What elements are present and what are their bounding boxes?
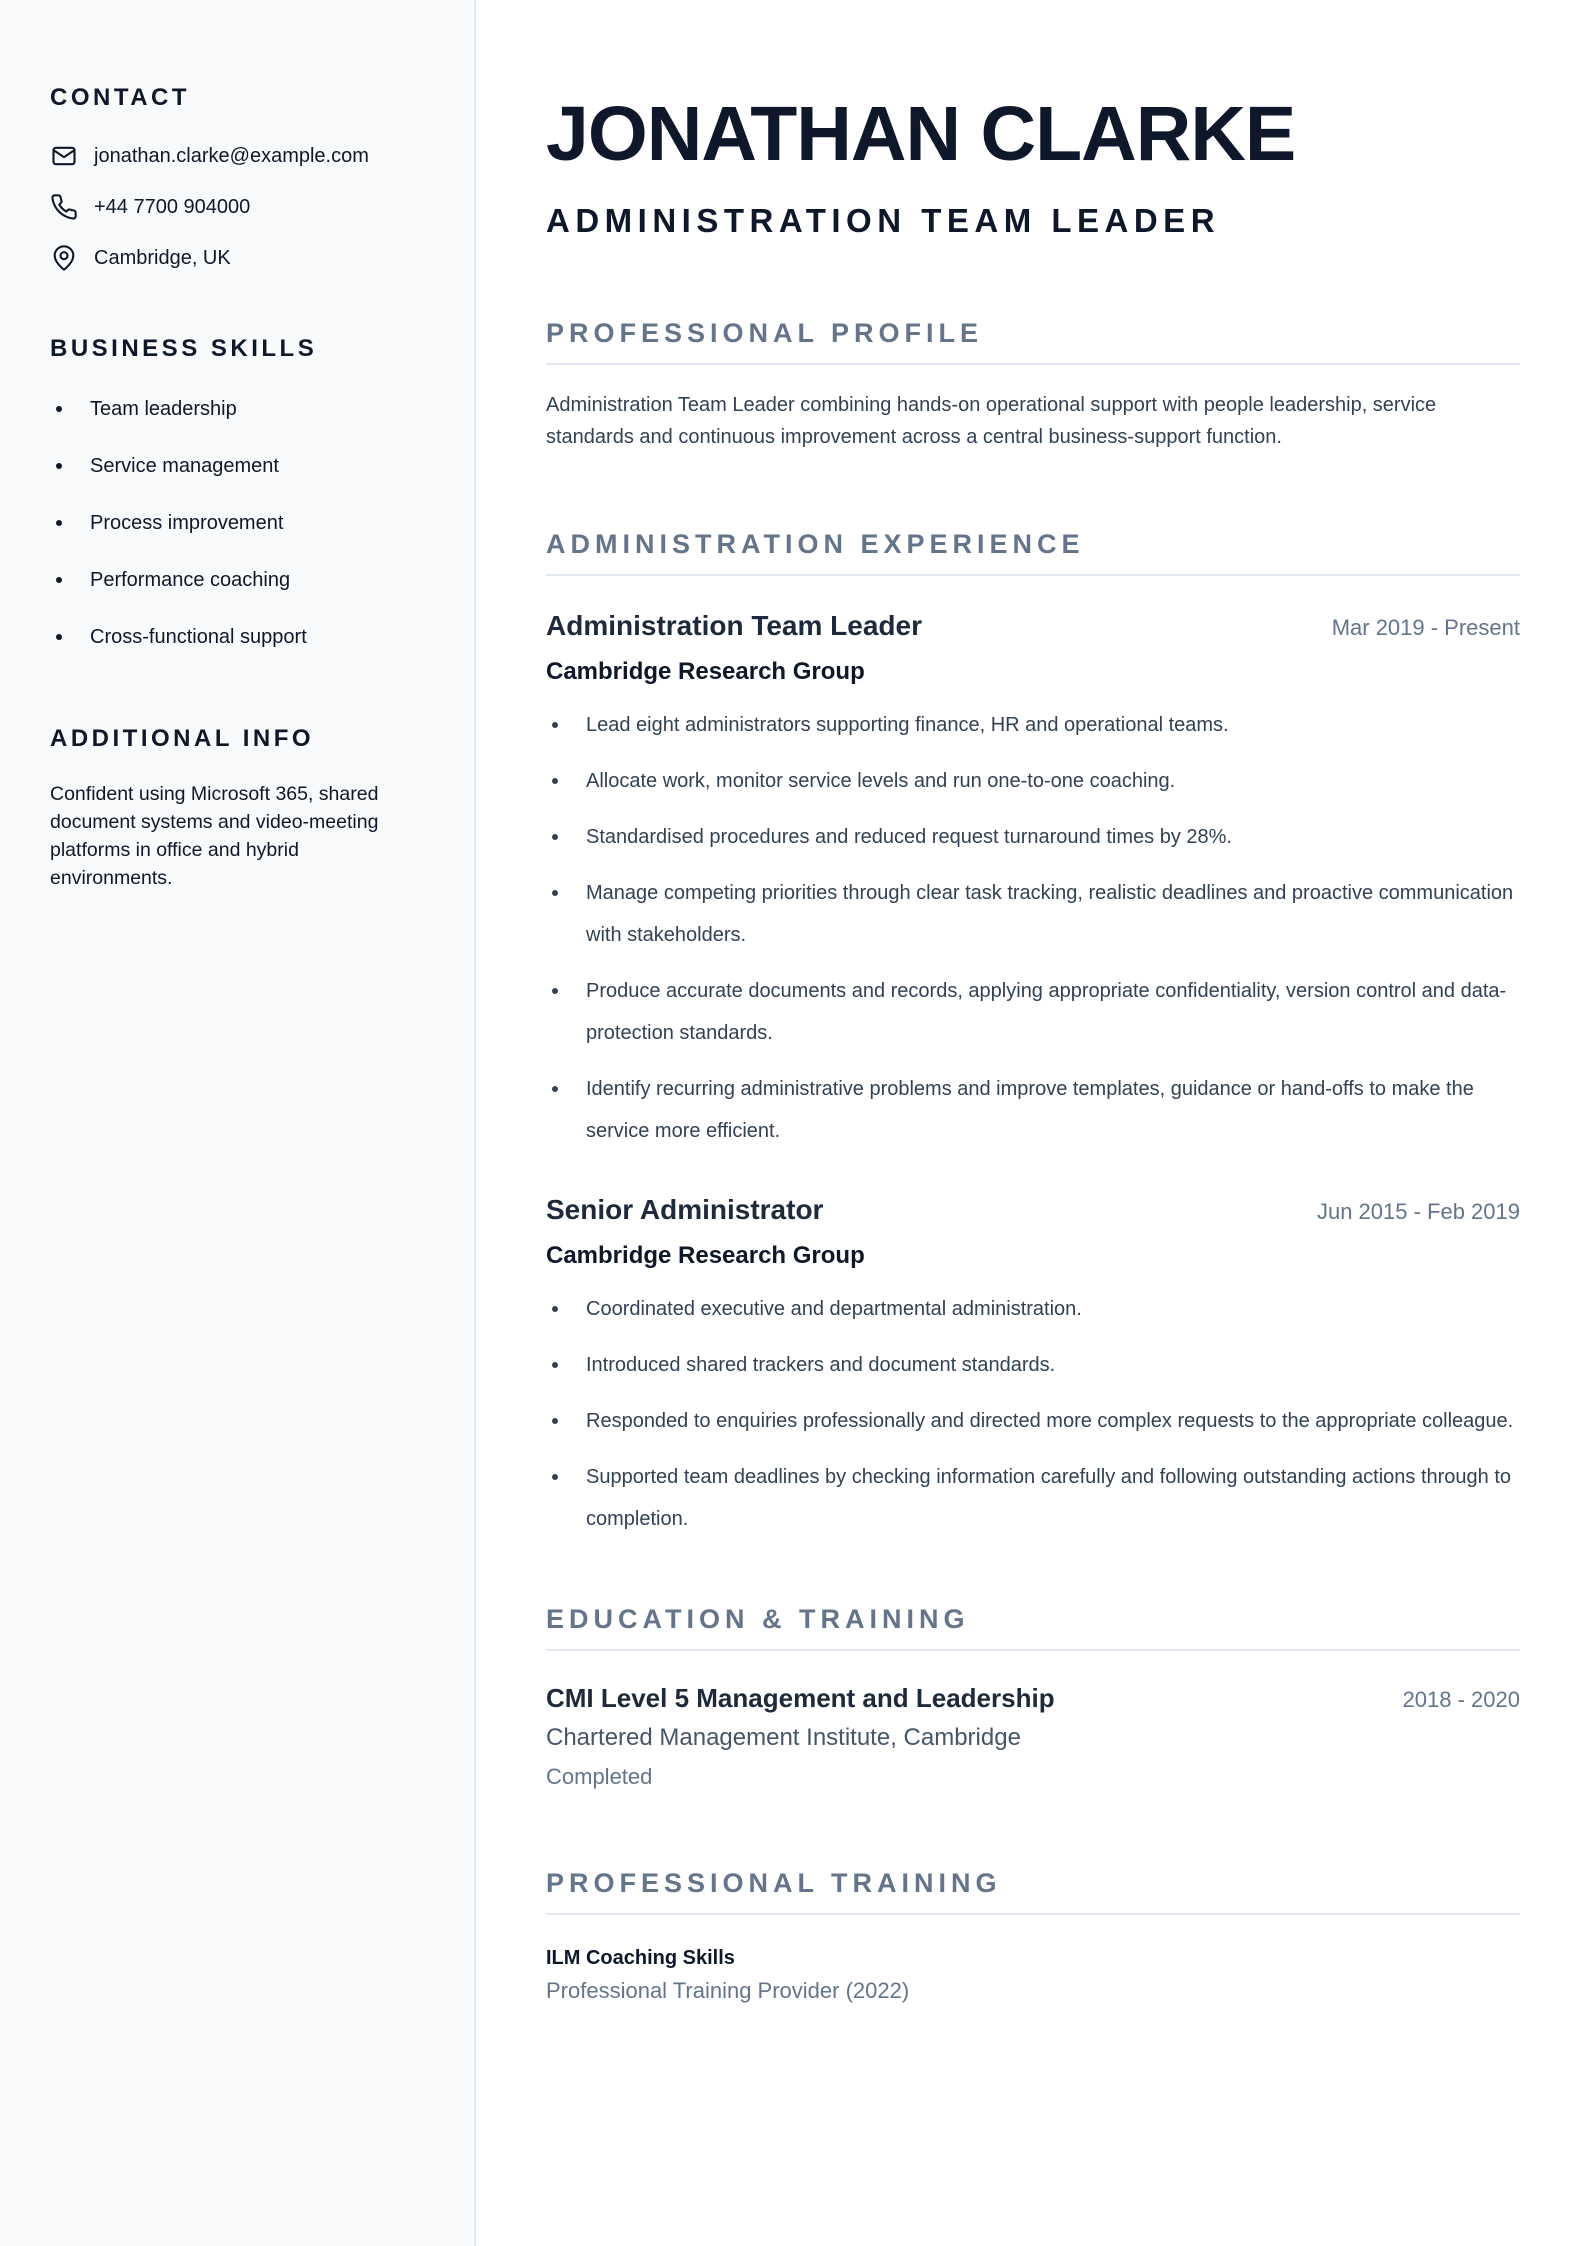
contact-phone-text: +44 7700 904000 [94, 195, 251, 218]
skill-item: Performance coaching [50, 564, 424, 596]
mail-icon [50, 142, 78, 170]
education-entry [546, 1683, 1520, 1790]
education-heading: EDUCATION & TRAINING [546, 1604, 1520, 1651]
education-institution: Chartered Management Institute, Cambridge [546, 1724, 1021, 1751]
phone-icon [50, 193, 78, 221]
skill-item: Process improvement [50, 507, 424, 539]
job-bullet: Standardised procedures and reduced request turnaround times by 28%. [546, 816, 1520, 858]
profile-section [546, 318, 1520, 453]
skills-heading: BUSINESS SKILLS [50, 335, 318, 362]
job-header [546, 610, 1520, 642]
job-header [546, 1194, 1520, 1226]
additional-info-heading: ADDITIONAL INFO [50, 725, 315, 752]
contact-location-text: Cambridge, UK [94, 246, 231, 269]
contact-phone[interactable] [50, 190, 424, 224]
profile-heading: PROFESSIONAL PROFILE [546, 318, 1520, 365]
contact-list [50, 139, 424, 275]
main-content [476, 0, 1588, 2246]
profile-text: Administration Team Leader combining hands-on operational support with people leadership, service standards and continuous improvement across a central business-support function. [546, 394, 1437, 448]
training-section [546, 1868, 1520, 2004]
additional-info-text: Confident using Microsoft 365, shared document systems and video-meeting platforms in office and hybrid environments. [50, 783, 379, 889]
skill-item: Service management [50, 450, 424, 482]
job-organization: Cambridge Research Group [546, 658, 865, 685]
experience-heading: ADMINISTRATION EXPERIENCE [546, 529, 1520, 576]
job-bullets [546, 1288, 1520, 1540]
job-title: Senior Administrator [546, 1194, 824, 1225]
job-bullet: Allocate work, monitor service levels and run one-to-one coaching. [546, 760, 1520, 802]
contact-heading: CONTACT [50, 84, 191, 111]
education-section [546, 1604, 1520, 1790]
contact-location [50, 241, 424, 275]
skills-list [50, 393, 424, 653]
job-dates: Jun 2015 - Feb 2019 [1316, 1199, 1520, 1224]
contact-email-text: jonathan.clarke@example.com [94, 144, 369, 167]
candidate-role: ADMINISTRATION TEAM LEADER [546, 202, 1221, 239]
training-entry [546, 1947, 1520, 2004]
skill-item: Team leadership [50, 393, 424, 425]
candidate-name: JONATHAN CLARKE [546, 91, 1296, 177]
job-bullet: Coordinated executive and departmental administration. [546, 1288, 1520, 1330]
training-provider: Professional Training Provider (2022) [546, 1978, 910, 2003]
job-bullet: Manage competing priorities through clear task tracking, realistic deadlines and proactive communication with stakeholders. [546, 872, 1520, 956]
job-bullet: Identify recurring administrative problems and improve templates, guidance or hand-offs to make the service more efficient. [546, 1068, 1520, 1152]
job-organization: Cambridge Research Group [546, 1242, 865, 1269]
job-bullet: Supported team deadlines by checking information carefully and following outstanding actions through to completion. [546, 1456, 1520, 1540]
job-bullets [546, 704, 1520, 1152]
job-entry [546, 1194, 1520, 1540]
sidebar [0, 0, 476, 2246]
job-bullet: Responded to enquiries professionally and directed more complex requests to the appropriate colleague. [546, 1400, 1520, 1442]
skill-item: Cross-functional support [50, 621, 424, 653]
training-title: ILM Coaching Skills [546, 1947, 735, 1969]
education-title: CMI Level 5 Management and Leadership [546, 1683, 1055, 1713]
education-header [546, 1683, 1520, 1714]
education-status: Completed [546, 1764, 653, 1789]
job-dates: Mar 2019 - Present [1331, 615, 1520, 640]
job-bullet: Introduced shared trackers and document standards. [546, 1344, 1520, 1386]
job-bullet: Produce accurate documents and records, applying appropriate confidentiality, version control and data-protection standards. [546, 970, 1520, 1054]
contact-email[interactable] [50, 139, 424, 173]
job-entry [546, 610, 1520, 1152]
experience-section [546, 529, 1520, 1540]
education-dates: 2018 - 2020 [1402, 1687, 1520, 1712]
training-heading: PROFESSIONAL TRAINING [546, 1868, 1520, 1915]
map-pin-icon [50, 244, 78, 272]
job-title: Administration Team Leader [546, 610, 923, 641]
job-bullet: Lead eight administrators supporting finance, HR and operational teams. [546, 704, 1520, 746]
